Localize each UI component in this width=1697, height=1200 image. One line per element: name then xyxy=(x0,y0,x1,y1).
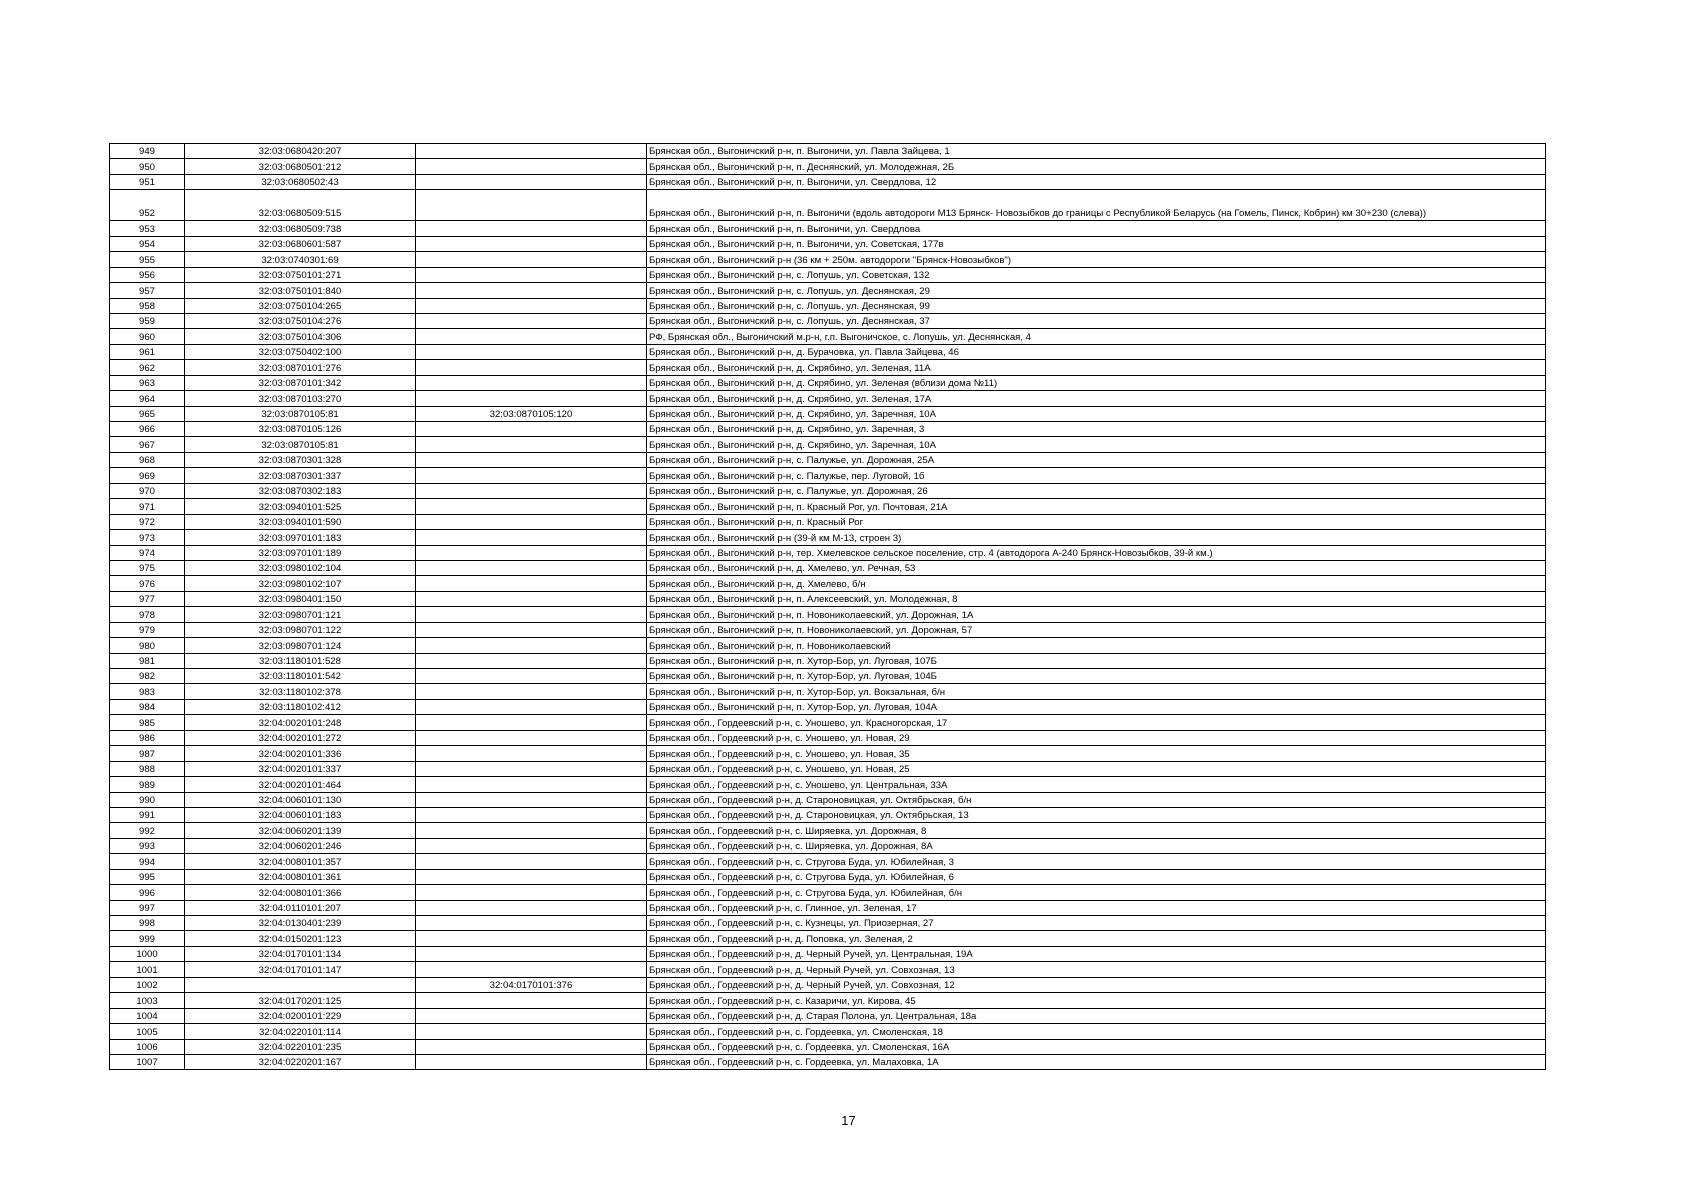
cadastral-number-secondary-cell xyxy=(416,653,647,668)
table-row xyxy=(110,746,1546,761)
address-cell: Брянская обл., Гордеевский р-н, с. Стругова Буда, ул. Юбилейная, 6 xyxy=(647,869,1546,884)
row-number-cell: 971 xyxy=(110,499,185,514)
row-number-cell: 996 xyxy=(110,885,185,900)
row-number-cell: 960 xyxy=(110,329,185,344)
cadastral-number-secondary-cell: 32:04:0170101:376 xyxy=(416,977,647,992)
table-row xyxy=(110,267,1546,282)
cadastral-number-cell: 32:04:0080101:357 xyxy=(185,854,416,869)
table-row xyxy=(110,174,1546,189)
page-number: 17 xyxy=(841,1113,856,1128)
address-cell: Брянская обл., Выгоничский р-н, п. Красный Рог, ул. Почтовая, 21А xyxy=(647,499,1546,514)
cadastral-number-secondary-cell xyxy=(416,437,647,452)
cadastral-number-cell: 32:04:0200101:229 xyxy=(185,1008,416,1023)
table-row xyxy=(110,699,1546,714)
table-row xyxy=(110,591,1546,606)
table-row xyxy=(110,1039,1546,1054)
cadastral-number-secondary-cell xyxy=(416,344,647,359)
row-number-cell: 1003 xyxy=(110,993,185,1008)
row-number-cell: 968 xyxy=(110,452,185,467)
cadastral-number-secondary-cell xyxy=(416,916,647,931)
cadastral-number-cell: 32:04:0020101:337 xyxy=(185,761,416,776)
row-number-cell: 974 xyxy=(110,545,185,560)
cadastral-number-cell: 32:04:0170101:147 xyxy=(185,962,416,977)
cadastral-number-cell: 32:03:1180102:378 xyxy=(185,684,416,699)
address-cell: Брянская обл., Гордеевский р-н, д. Черный Ручей, ул. Совхозная, 13 xyxy=(647,962,1546,977)
cadastral-number-cell: 32:04:0220101:235 xyxy=(185,1039,416,1054)
table-row xyxy=(110,823,1546,838)
cadastral-number-cell: 32:04:0080101:366 xyxy=(185,885,416,900)
cadastral-number-cell: 32:03:0870101:342 xyxy=(185,375,416,390)
address-cell: Брянская обл., Гордеевский р-н, д. Черный Ручей, ул. Центральная, 19А xyxy=(647,946,1546,961)
address-cell: Брянская обл., Гордеевский р-н, с. Гордеевка, ул. Малаховка, 1А xyxy=(647,1054,1546,1069)
address-cell: Брянская обл., Выгоничский р-н, с. Лопушь, ул. Деснянская, 99 xyxy=(647,298,1546,313)
table-row xyxy=(110,252,1546,267)
cadastral-number-cell: 32:03:0870105:81 xyxy=(185,437,416,452)
table-row xyxy=(110,807,1546,822)
cadastral-number-cell: 32:03:0680420:207 xyxy=(185,144,416,159)
property-table xyxy=(109,143,1546,1070)
address-cell: Брянская обл., Гордеевский р-н, д. Черный Ручей, ул. Совхозная, 12 xyxy=(647,977,1546,992)
table-row xyxy=(110,1024,1546,1039)
row-number-cell: 993 xyxy=(110,838,185,853)
address-cell: РФ, Брянская обл., Выгоничский м.р-н, г.п. Выгоничское, с. Лопушь, ул. Деснянская, 4 xyxy=(647,329,1546,344)
cadastral-number-secondary-cell xyxy=(416,313,647,328)
row-number-cell: 978 xyxy=(110,607,185,622)
table-row xyxy=(110,838,1546,853)
row-number-cell: 977 xyxy=(110,591,185,606)
table-row xyxy=(110,329,1546,344)
table-row xyxy=(110,236,1546,251)
row-number-cell: 953 xyxy=(110,221,185,236)
cadastral-number-secondary-cell xyxy=(416,761,647,776)
row-number-cell: 1000 xyxy=(110,946,185,961)
address-cell: Брянская обл., Гордеевский р-н, с. Уношево, ул. Красногорская, 17 xyxy=(647,715,1546,730)
cadastral-number-cell: 32:03:0870301:337 xyxy=(185,468,416,483)
cadastral-number-secondary-cell xyxy=(416,267,647,282)
address-cell: Брянская обл., Гордеевский р-н, с. Стругова Буда, ул. Юбилейная, 3 xyxy=(647,854,1546,869)
address-cell: Брянская обл., Гордеевский р-н, с. Стругова Буда, ул. Юбилейная, б/н xyxy=(647,885,1546,900)
table-row xyxy=(110,344,1546,359)
address-cell: Брянская обл., Выгоничский р-н, п. Хутор-Бор, ул. Луговая, 104А xyxy=(647,699,1546,714)
cadastral-number-secondary-cell xyxy=(416,576,647,591)
address-cell: Брянская обл., Выгоничский р-н, тер. Хмелевское сельское поселение, стр. 4 (автодорога А-240 Брянск-Новозыбков, 39-й км.) xyxy=(647,545,1546,560)
row-number-cell: 988 xyxy=(110,761,185,776)
cadastral-number-cell: 32:03:0750104:306 xyxy=(185,329,416,344)
row-number-cell: 984 xyxy=(110,699,185,714)
cadastral-number-cell: 32:04:0220101:114 xyxy=(185,1024,416,1039)
cadastral-number-secondary-cell xyxy=(416,283,647,298)
address-cell: Брянская обл., Выгоничский р-н, д. Хмелево, б/н xyxy=(647,576,1546,591)
address-cell: Брянская обл., Выгоничский р-н, с. Лопушь, ул. Деснянская, 37 xyxy=(647,313,1546,328)
address-cell: Брянская обл., Выгоничский р-н, с. Лопушь, ул. Советская, 132 xyxy=(647,267,1546,282)
table-row xyxy=(110,885,1546,900)
cadastral-number-secondary-cell xyxy=(416,962,647,977)
cadastral-number-cell: 32:03:0870105:126 xyxy=(185,422,416,437)
address-cell: Брянская обл., Выгоничский р-н, д. Скрябино, ул. Зеленая, 17А xyxy=(647,391,1546,406)
row-number-cell: 957 xyxy=(110,283,185,298)
cadastral-number-cell: 32:03:0870301:328 xyxy=(185,452,416,467)
address-cell: Брянская обл., Выгоничский р-н, п. Деснянский, ул. Молодежная, 2Б xyxy=(647,159,1546,174)
cadastral-number-cell: 32:03:0750101:840 xyxy=(185,283,416,298)
row-number-cell: 1006 xyxy=(110,1039,185,1054)
table-row xyxy=(110,190,1546,221)
cadastral-number-cell: 32:03:0940101:525 xyxy=(185,499,416,514)
table-row xyxy=(110,530,1546,545)
table-row xyxy=(110,792,1546,807)
cadastral-number-cell: 32:03:0680502:43 xyxy=(185,174,416,189)
cadastral-number-secondary-cell xyxy=(416,931,647,946)
row-number-cell: 979 xyxy=(110,622,185,637)
table-row xyxy=(110,1008,1546,1023)
table-row xyxy=(110,313,1546,328)
row-number-cell: 1001 xyxy=(110,962,185,977)
address-cell: Брянская обл., Выгоничский р-н, с. Палужье, ул. Дорожная, 25А xyxy=(647,452,1546,467)
row-number-cell: 1004 xyxy=(110,1008,185,1023)
row-number-cell: 967 xyxy=(110,437,185,452)
address-cell: Брянская обл., Гордеевский р-н, с. Уношево, ул. Новая, 29 xyxy=(647,730,1546,745)
row-number-cell: 1002 xyxy=(110,977,185,992)
address-cell: Брянская обл., Выгоничский р-н, д. Скрябино, ул. Зеленая (вблизи дома №11) xyxy=(647,375,1546,390)
table-row xyxy=(110,545,1546,560)
cadastral-number-cell: 32:04:0060201:139 xyxy=(185,823,416,838)
cadastral-number-cell: 32:03:0870103:270 xyxy=(185,391,416,406)
row-number-cell: 998 xyxy=(110,916,185,931)
row-number-cell: 959 xyxy=(110,313,185,328)
table-row xyxy=(110,375,1546,390)
cadastral-number-cell: 32:04:0170101:134 xyxy=(185,946,416,961)
row-number-cell: 969 xyxy=(110,468,185,483)
cadastral-number-secondary-cell xyxy=(416,823,647,838)
row-number-cell: 951 xyxy=(110,174,185,189)
address-cell: Брянская обл., Выгоничский р-н, д. Бурачовка, ул. Павла Зайцева, 46 xyxy=(647,344,1546,359)
cadastral-number-cell: 32:03:0980401:150 xyxy=(185,591,416,606)
table-row xyxy=(110,514,1546,529)
cadastral-number-secondary-cell xyxy=(416,483,647,498)
address-cell: Брянская обл., Выгоничский р-н, с. Палужье, ул. Дорожная, 26 xyxy=(647,483,1546,498)
address-cell: Брянская обл., Выгоничский р-н, п. Выгоничи, ул. Советская, 177в xyxy=(647,236,1546,251)
table-row xyxy=(110,406,1546,421)
cadastral-number-cell: 32:04:0060101:130 xyxy=(185,792,416,807)
table-row xyxy=(110,499,1546,514)
row-number-cell: 973 xyxy=(110,530,185,545)
address-cell: Брянская обл., Выгоничский р-н, п. Хутор-Бор, ул. Вокзальная, б/н xyxy=(647,684,1546,699)
address-cell: Брянская обл., Гордеевский р-н, д. Поповка, ул. Зеленая, 2 xyxy=(647,931,1546,946)
table-row xyxy=(110,159,1546,174)
row-number-cell: 954 xyxy=(110,236,185,251)
cadastral-number-secondary-cell xyxy=(416,360,647,375)
cadastral-number-cell: 32:03:0680509:515 xyxy=(185,190,416,221)
row-number-cell: 997 xyxy=(110,900,185,915)
table-row xyxy=(110,452,1546,467)
address-cell: Брянская обл., Гордеевский р-н, с. Ширяевка, ул. Дорожная, 8А xyxy=(647,838,1546,853)
table-row xyxy=(110,221,1546,236)
address-cell: Брянская обл., Гордеевский р-н, с. Казаричи, ул. Кирова, 45 xyxy=(647,993,1546,1008)
row-number-cell: 994 xyxy=(110,854,185,869)
cadastral-number-secondary-cell xyxy=(416,807,647,822)
cadastral-number-secondary-cell xyxy=(416,174,647,189)
cadastral-number-cell xyxy=(185,977,416,992)
address-cell: Брянская обл., Выгоничский р-н, д. Скрябино, ул. Заречная, 10А xyxy=(647,437,1546,452)
address-cell: Брянская обл., Выгоничский р-н (39-й км М-13, строен 3) xyxy=(647,530,1546,545)
cadastral-number-secondary-cell xyxy=(416,699,647,714)
cadastral-number-cell: 32:04:0170201:125 xyxy=(185,993,416,1008)
table-row xyxy=(110,715,1546,730)
cadastral-number-secondary-cell xyxy=(416,838,647,853)
address-cell: Брянская обл., Выгоничский р-н, с. Палужье, пер. Луговой, 1б xyxy=(647,468,1546,483)
row-number-cell: 1005 xyxy=(110,1024,185,1039)
row-number-cell: 961 xyxy=(110,344,185,359)
table-row xyxy=(110,946,1546,961)
cadastral-number-secondary-cell xyxy=(416,545,647,560)
cadastral-number-secondary-cell xyxy=(416,669,647,684)
row-number-cell: 965 xyxy=(110,406,185,421)
row-number-cell: 975 xyxy=(110,560,185,575)
cadastral-number-secondary-cell xyxy=(416,1054,647,1069)
address-cell: Брянская обл., Гордеевский р-н, с. Ширяевка, ул. Дорожная, 8 xyxy=(647,823,1546,838)
table-row xyxy=(110,576,1546,591)
address-cell: Брянская обл., Выгоничский р-н, п. Выгоничи (вдоль автодороги М13 Брянск- Новозыбков до границы с Республикой Беларусь (на Гомель, Пинск, Кобрин) км 30+230 (слева)) xyxy=(647,190,1546,221)
row-number-cell: 972 xyxy=(110,514,185,529)
table-row xyxy=(110,483,1546,498)
cadastral-number-cell: 32:04:0080101:361 xyxy=(185,869,416,884)
row-number-cell: 987 xyxy=(110,746,185,761)
row-number-cell: 958 xyxy=(110,298,185,313)
cadastral-number-cell: 32:04:0020101:272 xyxy=(185,730,416,745)
cadastral-number-secondary-cell xyxy=(416,1024,647,1039)
cadastral-number-cell: 32:03:0940101:590 xyxy=(185,514,416,529)
row-number-cell: 966 xyxy=(110,422,185,437)
cadastral-number-secondary-cell xyxy=(416,869,647,884)
cadastral-number-secondary-cell xyxy=(416,993,647,1008)
row-number-cell: 985 xyxy=(110,715,185,730)
cadastral-number-secondary-cell xyxy=(416,190,647,221)
address-cell: Брянская обл., Гордеевский р-н, с. Гордеевка, ул. Смоленская, 16А xyxy=(647,1039,1546,1054)
row-number-cell: 963 xyxy=(110,375,185,390)
table-row xyxy=(110,1054,1546,1069)
cadastral-number-cell: 32:03:0970101:183 xyxy=(185,530,416,545)
table-row xyxy=(110,298,1546,313)
cadastral-number-secondary-cell xyxy=(416,777,647,792)
address-cell: Брянская обл., Выгоничский р-н, п. Выгоничи, ул. Свердлова, 12 xyxy=(647,174,1546,189)
cadastral-number-cell: 32:03:0870105:81 xyxy=(185,406,416,421)
cadastral-number-cell: 32:03:0750104:265 xyxy=(185,298,416,313)
address-cell: Брянская обл., Гордеевский р-н, д. Старая Полона, ул. Центральная, 18а xyxy=(647,1008,1546,1023)
address-cell: Брянская обл., Выгоничский р-н, п. Выгоничи, ул. Павла Зайцева, 1 xyxy=(647,144,1546,159)
table-row xyxy=(110,422,1546,437)
table-row xyxy=(110,437,1546,452)
cadastral-number-secondary-cell xyxy=(416,854,647,869)
table-row xyxy=(110,560,1546,575)
row-number-cell: 980 xyxy=(110,638,185,653)
address-cell: Брянская обл., Выгоничский р-н, д. Скрябино, ул. Зеленая, 11А xyxy=(647,360,1546,375)
cadastral-number-cell: 32:04:0060101:183 xyxy=(185,807,416,822)
address-cell: Брянская обл., Гордеевский р-н, д. Староновицкая, ул. Октябрьская, б/н xyxy=(647,792,1546,807)
cadastral-number-cell: 32:03:0680601:587 xyxy=(185,236,416,251)
table-row xyxy=(110,977,1546,992)
row-number-cell: 982 xyxy=(110,669,185,684)
cadastral-number-cell: 32:03:0680501:212 xyxy=(185,159,416,174)
table-row xyxy=(110,869,1546,884)
address-cell: Брянская обл., Гордеевский р-н, с. Гордеевка, ул. Смоленская, 18 xyxy=(647,1024,1546,1039)
row-number-cell: 950 xyxy=(110,159,185,174)
table-row xyxy=(110,916,1546,931)
cadastral-number-secondary-cell xyxy=(416,530,647,545)
address-cell: Брянская обл., Гордеевский р-н, с. Кузнецы, ул. Приозерная, 27 xyxy=(647,916,1546,931)
cadastral-number-secondary-cell xyxy=(416,730,647,745)
row-number-cell: 995 xyxy=(110,869,185,884)
cadastral-number-cell: 32:03:0740301:69 xyxy=(185,252,416,267)
address-cell: Брянская обл., Выгоничский р-н, п. Новониколаевский, ул. Дорожная, 1А xyxy=(647,607,1546,622)
table-row xyxy=(110,931,1546,946)
table-row xyxy=(110,144,1546,159)
row-number-cell: 986 xyxy=(110,730,185,745)
address-cell: Брянская обл., Выгоничский р-н (36 км + 250м. автодороги "Брянск-Новозыбков") xyxy=(647,252,1546,267)
cadastral-number-secondary-cell xyxy=(416,746,647,761)
table-body xyxy=(110,144,1546,1070)
cadastral-number-cell: 32:04:0020101:464 xyxy=(185,777,416,792)
cadastral-number-cell: 32:03:0870101:276 xyxy=(185,360,416,375)
cadastral-number-cell: 32:04:0020101:336 xyxy=(185,746,416,761)
address-cell: Брянская обл., Гордеевский р-н, д. Староновицкая, ул. Октябрьская, 13 xyxy=(647,807,1546,822)
cadastral-number-secondary-cell xyxy=(416,391,647,406)
cadastral-number-cell: 32:03:0980701:122 xyxy=(185,622,416,637)
cadastral-number-cell: 32:03:0980701:121 xyxy=(185,607,416,622)
cadastral-number-cell: 32:03:0750104:276 xyxy=(185,313,416,328)
cadastral-number-cell: 32:04:0110101:207 xyxy=(185,900,416,915)
cadastral-number-secondary-cell xyxy=(416,622,647,637)
table-row xyxy=(110,283,1546,298)
row-number-cell: 970 xyxy=(110,483,185,498)
cadastral-number-cell: 32:03:1180102:412 xyxy=(185,699,416,714)
row-number-cell: 962 xyxy=(110,360,185,375)
cadastral-number-cell: 32:03:0750402:100 xyxy=(185,344,416,359)
cadastral-number-cell: 32:03:0870302:183 xyxy=(185,483,416,498)
row-number-cell: 999 xyxy=(110,931,185,946)
address-cell: Брянская обл., Выгоничский р-н, п. Красный Рог xyxy=(647,514,1546,529)
table-row xyxy=(110,684,1546,699)
cadastral-number-secondary-cell xyxy=(416,607,647,622)
row-number-cell: 991 xyxy=(110,807,185,822)
address-cell: Брянская обл., Гордеевский р-н, с. Уношево, ул. Новая, 35 xyxy=(647,746,1546,761)
row-number-cell: 956 xyxy=(110,267,185,282)
address-cell: Брянская обл., Выгоничский р-н, д. Скрябино, ул. Заречная, 10А xyxy=(647,406,1546,421)
row-number-cell: 952 xyxy=(110,190,185,221)
address-cell: Брянская обл., Гордеевский р-н, с. Уношево, ул. Центральная, 33А xyxy=(647,777,1546,792)
table-row xyxy=(110,653,1546,668)
cadastral-number-cell: 32:03:0980701:124 xyxy=(185,638,416,653)
table-row xyxy=(110,391,1546,406)
cadastral-number-secondary-cell xyxy=(416,252,647,267)
cadastral-number-secondary-cell xyxy=(416,638,647,653)
table-row xyxy=(110,360,1546,375)
table-row xyxy=(110,622,1546,637)
address-cell: Брянская обл., Выгоничский р-н, п. Алексеевский, ул. Молодежная, 8 xyxy=(647,591,1546,606)
row-number-cell: 983 xyxy=(110,684,185,699)
cadastral-number-cell: 32:04:0060201:246 xyxy=(185,838,416,853)
cadastral-number-secondary-cell xyxy=(416,715,647,730)
address-cell: Брянская обл., Выгоничский р-н, п. Выгоничи, ул. Свердлова xyxy=(647,221,1546,236)
cadastral-number-cell: 32:03:0980102:107 xyxy=(185,576,416,591)
cadastral-number-secondary-cell xyxy=(416,946,647,961)
cadastral-number-secondary-cell xyxy=(416,560,647,575)
cadastral-number-cell: 32:04:0130401:239 xyxy=(185,916,416,931)
table-row xyxy=(110,669,1546,684)
table-row xyxy=(110,777,1546,792)
table-row xyxy=(110,761,1546,776)
cadastral-number-secondary-cell xyxy=(416,298,647,313)
cadastral-number-cell: 32:04:0150201:123 xyxy=(185,931,416,946)
table-row xyxy=(110,900,1546,915)
cadastral-number-secondary-cell xyxy=(416,375,647,390)
cadastral-number-secondary-cell xyxy=(416,452,647,467)
cadastral-number-cell: 32:03:1180101:542 xyxy=(185,669,416,684)
cadastral-number-cell: 32:03:0680509:738 xyxy=(185,221,416,236)
address-cell: Брянская обл., Выгоничский р-н, с. Лопушь, ул. Деснянская, 29 xyxy=(647,283,1546,298)
cadastral-number-secondary-cell xyxy=(416,221,647,236)
row-number-cell: 955 xyxy=(110,252,185,267)
address-cell: Брянская обл., Выгоничский р-н, п. Новониколаевский, ул. Дорожная, 57 xyxy=(647,622,1546,637)
cadastral-number-secondary-cell xyxy=(416,468,647,483)
cadastral-number-secondary-cell xyxy=(416,422,647,437)
cadastral-number-secondary-cell xyxy=(416,1039,647,1054)
cadastral-number-secondary-cell xyxy=(416,329,647,344)
cadastral-number-cell: 32:04:0020101:248 xyxy=(185,715,416,730)
address-cell: Брянская обл., Выгоничский р-н, п. Хутор-Бор, ул. Луговая, 104Б xyxy=(647,669,1546,684)
row-number-cell: 976 xyxy=(110,576,185,591)
cadastral-number-secondary-cell xyxy=(416,159,647,174)
cadastral-number-secondary-cell: 32:03:0870105:120 xyxy=(416,406,647,421)
cadastral-number-secondary-cell xyxy=(416,499,647,514)
cadastral-number-cell: 32:03:1180101:528 xyxy=(185,653,416,668)
cadastral-number-secondary-cell xyxy=(416,591,647,606)
cadastral-number-cell: 32:03:0980102:104 xyxy=(185,560,416,575)
cadastral-number-cell: 32:03:0750101:271 xyxy=(185,267,416,282)
cadastral-number-cell: 32:04:0220201:167 xyxy=(185,1054,416,1069)
cadastral-number-secondary-cell xyxy=(416,144,647,159)
row-number-cell: 1007 xyxy=(110,1054,185,1069)
address-cell: Брянская обл., Выгоничский р-н, д. Скрябино, ул. Заречная, 3 xyxy=(647,422,1546,437)
table-row xyxy=(110,638,1546,653)
cadastral-number-cell: 32:03:0970101:189 xyxy=(185,545,416,560)
cadastral-number-secondary-cell xyxy=(416,684,647,699)
cadastral-number-secondary-cell xyxy=(416,236,647,251)
cadastral-number-secondary-cell xyxy=(416,514,647,529)
cadastral-number-secondary-cell xyxy=(416,885,647,900)
row-number-cell: 992 xyxy=(110,823,185,838)
table-row xyxy=(110,468,1546,483)
cadastral-number-secondary-cell xyxy=(416,900,647,915)
row-number-cell: 949 xyxy=(110,144,185,159)
row-number-cell: 990 xyxy=(110,792,185,807)
address-cell: Брянская обл., Гордеевский р-н, с. Глинное, ул. Зеленая, 17 xyxy=(647,900,1546,915)
address-cell: Брянская обл., Гордеевский р-н, с. Уношево, ул. Новая, 25 xyxy=(647,761,1546,776)
table-row xyxy=(110,993,1546,1008)
table-row xyxy=(110,854,1546,869)
address-cell: Брянская обл., Выгоничский р-н, п. Хутор-Бор, ул. Луговая, 107Б xyxy=(647,653,1546,668)
row-number-cell: 989 xyxy=(110,777,185,792)
row-number-cell: 964 xyxy=(110,391,185,406)
address-cell: Брянская обл., Выгоничский р-н, д. Хмелево, ул. Речная, 53 xyxy=(647,560,1546,575)
cadastral-number-secondary-cell xyxy=(416,1008,647,1023)
table-row xyxy=(110,962,1546,977)
table-row xyxy=(110,730,1546,745)
row-number-cell: 981 xyxy=(110,653,185,668)
table-row xyxy=(110,607,1546,622)
cadastral-number-secondary-cell xyxy=(416,792,647,807)
address-cell: Брянская обл., Выгоничский р-н, п. Новониколаевский xyxy=(647,638,1546,653)
